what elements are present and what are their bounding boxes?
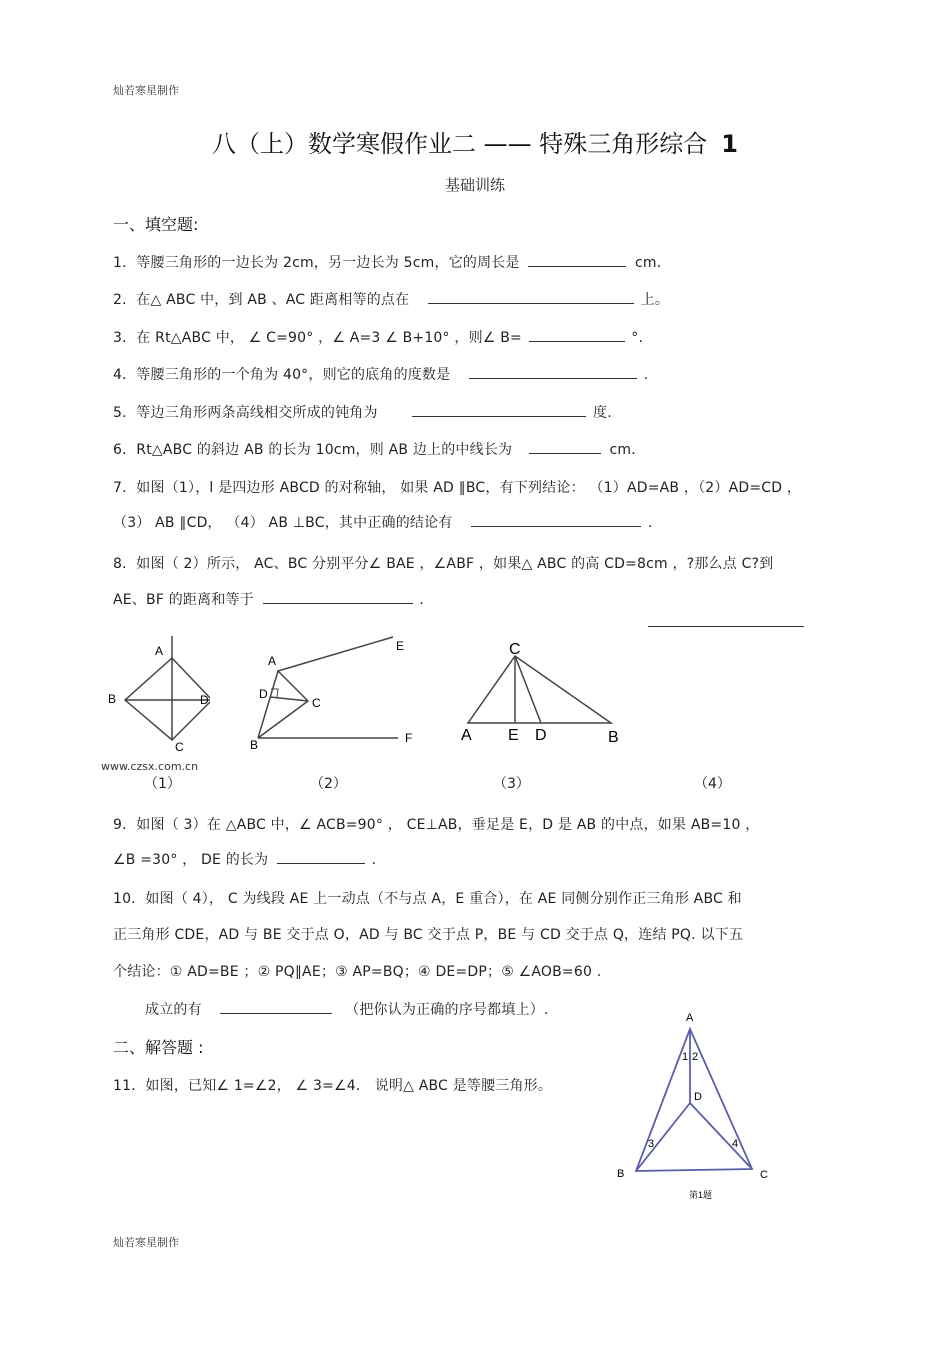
q2-tail: 上。 (640, 292, 670, 308)
question-1 (113, 252, 671, 272)
question-10-line3: 个结论：① AD=BE ；② PQ∥AE；③ AP=BQ；④ DE=DP；⑤ ∠AOB=60 . (113, 964, 602, 980)
figure-4-line (648, 626, 804, 627)
q9-tail: . (371, 852, 377, 868)
q1-text: 1．等腰三角形的一边长为 2cm，另一边长为 5cm，它的周长是 (113, 255, 520, 271)
fig2-caption: （2） (310, 776, 347, 792)
fig11-angle-2: 2 (692, 1051, 699, 1063)
fig11-caption: 第1题 (689, 1190, 713, 1200)
q7-text: （3） AB ∥CD， （4） AB ⊥BC，其中正确的结论有 (113, 515, 453, 531)
answer-blank-9[interactable] (277, 849, 365, 864)
fig2-label-e: E (396, 639, 405, 653)
fig1-label-b: B (108, 692, 117, 706)
answer-blank-4[interactable] (469, 364, 637, 379)
fig3-label-b: B (608, 729, 619, 746)
fig1-watermark: www.czsx.com.cn (101, 760, 199, 773)
q8-tail: . (419, 592, 424, 608)
answer-blank-5[interactable] (412, 402, 586, 417)
fig2-label-f: F (405, 731, 413, 745)
section-solutions: 二、解答题 : (113, 1038, 204, 1057)
q3-text: 3．在 Rt△ABC 中， ∠ C=90° ，∠ A=3 ∠ B+10° ，则∠ B= (113, 330, 522, 346)
answer-blank-6[interactable] (529, 439, 601, 454)
q3-tail: °. (631, 330, 644, 346)
fig1-label-c: C (175, 740, 184, 754)
fig11-label-a: A (686, 1012, 694, 1024)
question-10-line1: 10．如图（ 4）， C 为线段 AE 上一动点（不与点 A，E 重合），在 AE 同侧分别作正三角形 ABC 和 (113, 891, 742, 907)
fig2-label-b: B (250, 738, 259, 752)
fig11-label-d: D (694, 1091, 702, 1103)
q10-text: 成立的有 (145, 1002, 202, 1018)
q4-tail: . (643, 367, 649, 383)
answer-blank-7[interactable] (471, 512, 641, 527)
fig11-label-b: B (617, 1168, 625, 1180)
fig4-caption: （4） (694, 776, 731, 792)
fig3-caption: （3） (493, 776, 530, 792)
footer-maker: 灿若寒星制作 (113, 1236, 179, 1249)
figure-question-11 (612, 1008, 782, 1204)
answer-blank-3[interactable] (529, 327, 625, 342)
fig1-caption: （1） (144, 776, 181, 792)
fig3-label-e: E (508, 727, 519, 744)
q1-unit: cm． (635, 255, 671, 271)
fig3-label-a: A (461, 727, 472, 744)
fig11-label-c: C (760, 1169, 768, 1181)
question-10-line2: 正三角形 CDE，AD 与 BE 交于点 O，AD 与 BC 交于点 P，BE 与 CD 交于点 Q，连结 PQ. 以下五 (113, 927, 744, 943)
question-6 (113, 439, 645, 459)
q7-tail: . (647, 515, 653, 531)
question-9-line2 (113, 849, 376, 869)
answer-blank-10[interactable] (220, 999, 332, 1014)
question-2 (113, 289, 669, 309)
question-10-line4 (145, 999, 549, 1019)
q9-text: ∠B =30° ， DE 的长为 (113, 852, 269, 868)
fig1-label-d: D (200, 693, 209, 707)
figure-3 (455, 636, 630, 748)
figure-2 (248, 634, 420, 752)
title-main: 八（上）数学寒假作业二 —— 特殊三角形综合 (212, 130, 708, 158)
question-4 (113, 364, 648, 384)
answer-blank-1[interactable] (528, 252, 626, 267)
fig2-label-c: C (312, 696, 321, 710)
question-3 (113, 327, 643, 347)
fig2-label-a: A (268, 654, 277, 668)
question-9-line1: 9．如图（ 3）在 △ABC 中，∠ ACB=90° ， CE⊥AB，垂足是 E，D 是 AB 的中点，如果 AB=10 ， (113, 817, 760, 833)
q5-tail: 度. (593, 405, 612, 421)
answer-blank-8[interactable] (263, 589, 413, 604)
q5-text: 5．等边三角形两条高线相交所成的钝角为 (113, 405, 378, 421)
fig2-label-d: D (259, 687, 268, 701)
question-5 (113, 402, 612, 422)
section-fill-in: 一、填空题: (113, 215, 199, 234)
q10-tail: （把你认为正确的序号都填上）. (345, 1002, 549, 1018)
question-11: 11．如图，已知∠ 1=∠2， ∠ 3=∠4． 说明△ ABC 是等腰三角形。 (113, 1078, 553, 1094)
page-title (0, 124, 950, 159)
fig11-angle-4: 4 (732, 1138, 739, 1150)
question-8-line2 (113, 589, 424, 609)
header-maker: 灿若寒星制作 (113, 84, 179, 97)
answer-blank-2[interactable] (428, 289, 634, 304)
fig3-label-d: D (535, 727, 547, 744)
fig1-label-a: A (155, 644, 164, 658)
question-8-line1: 8．如图（ 2）所示， AC、BC 分别平分∠ BAE ，∠ABF ，如果△ ABC 的高 CD=8cm ，?那么点 C?到 (113, 556, 774, 572)
q6-unit: cm． (609, 442, 646, 458)
figure-1-quadrilateral (100, 630, 210, 772)
title-number: 1 (721, 130, 738, 158)
q6-text: 6．Rt△ABC 的斜边 AB 的长为 10cm，则 AB 边上的中线长为 (113, 442, 513, 458)
question-7-line1: 7．如图（1），l 是四边形 ABCD 的对称轴， 如果 AD ∥BC，有下列结论： （1）AD=AB ，（2）AD=CD ， (113, 480, 802, 496)
question-7-line2 (113, 512, 652, 532)
fig11-angle-3: 3 (648, 1138, 655, 1150)
subtitle: 基础训练 (444, 176, 505, 194)
fig11-angle-1: 1 (682, 1051, 689, 1063)
q4-text: 4．等腰三角形的一个角为 40°，则它的底角的度数是 (113, 367, 451, 383)
q8-text: AE、BF 的距离和等于 (113, 592, 254, 608)
fig3-label-c: C (509, 641, 521, 658)
q2-text: 2．在△ ABC 中，到 AB 、AC 距离相等的点在 (113, 292, 410, 308)
